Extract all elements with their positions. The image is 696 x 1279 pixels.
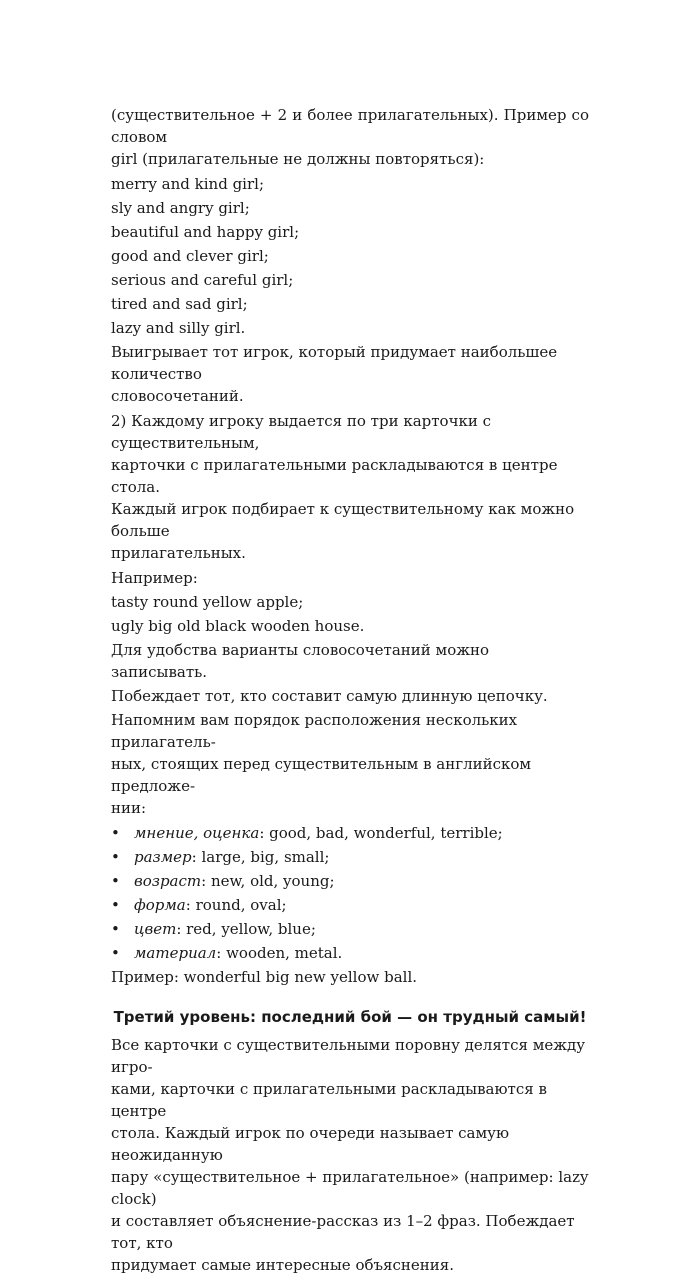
- rule-2-line: карточки с прилагательными раскладываются в центре стола.: [111, 456, 558, 496]
- list-item-examples: : round, oval;: [185, 896, 287, 914]
- note-paragraph: Для удобства варианты словосочетаний можно записывать.: [111, 641, 490, 681]
- intro-line: (существительное + 2 и более прилагательных). Пример со словом: [111, 106, 589, 146]
- example-line: merry and kind girl;: [111, 175, 264, 193]
- list-item-examples: : new, old, young;: [201, 872, 335, 890]
- rule-2-line: Каждый игрок подбирает к существительному как можно больше: [111, 500, 575, 540]
- list-item: [111, 918, 589, 940]
- list-item-term: материал: [134, 944, 217, 962]
- list-item-term: форма: [134, 896, 186, 914]
- example-line: tasty round yellow apple;: [111, 593, 304, 611]
- list-item-term: возраст: [134, 872, 202, 890]
- bullet-icon: •: [111, 824, 120, 842]
- list-item-examples: : good, bad, wonderful, terrible;: [259, 824, 503, 842]
- level-3-line: стола. Каждый игрок по очереди называет самую неожиданную: [111, 1124, 510, 1164]
- list-item: [111, 942, 589, 964]
- rule-2-line: прилагательных.: [111, 544, 246, 562]
- winner-line: Выигрывает тот игрок, который придумает наибольшее количество: [111, 343, 558, 383]
- intro-paragraph: [111, 104, 589, 170]
- bullet-icon: •: [111, 872, 120, 890]
- bullet-icon: •: [111, 920, 120, 938]
- level-3-line: Все карточки с существительными поровну делятся между игро-: [111, 1036, 586, 1076]
- level-3-line: и составляет объяснение-рассказ из 1–2 фраз. Побеждает тот, кто: [111, 1212, 575, 1252]
- example-line: beautiful and happy girl;: [111, 223, 300, 241]
- list-item: [111, 870, 589, 892]
- list-item-term: мнение, оценка: [134, 824, 260, 842]
- adjective-order-list: [111, 822, 589, 964]
- bullet-icon: •: [111, 896, 120, 914]
- list-item-examples: : wooden, metal.: [216, 944, 343, 962]
- level-3-paragraph: [111, 1034, 589, 1276]
- example-label: Например:: [111, 569, 198, 587]
- list-item-examples: : red, yellow, blue;: [176, 920, 316, 938]
- bullet-icon: •: [111, 848, 120, 866]
- level-3-line: пару «существительное + прилагательное» (например: lazy clock): [111, 1168, 589, 1208]
- list-item: [111, 894, 589, 916]
- rule-2-line: 2) Каждому игроку выдается по три карточки с существительным,: [111, 412, 492, 452]
- example-line: serious and careful girl;: [111, 271, 294, 289]
- example-line: sly and angry girl;: [111, 199, 250, 217]
- rule-2-paragraph: [111, 410, 589, 564]
- section-heading: Третий уровень: последний бой — он трудный самый!: [113, 1008, 587, 1026]
- example-line: tired and sad girl;: [111, 295, 248, 313]
- level-3-line: придумает самые интересные объяснения.: [111, 1256, 455, 1274]
- order-intro-line: Напомним вам порядок расположения нескольких прилагатель-: [111, 711, 518, 751]
- intro-line: girl (прилагательные не должны повторяться):: [111, 150, 485, 168]
- list-item: [111, 846, 589, 868]
- order-intro-line: нии:: [111, 799, 147, 817]
- example-line: good and clever girl;: [111, 247, 269, 265]
- list-item-term: цвет: [134, 920, 177, 938]
- page-content: [111, 104, 589, 1279]
- girl-examples-list: [111, 173, 589, 339]
- note-paragraph: Побеждает тот, кто составит самую длинную цепочку.: [111, 687, 548, 705]
- bullet-icon: •: [111, 944, 120, 962]
- example-line: lazy and silly girl.: [111, 319, 246, 337]
- level-3-line: ками, карточки с прилагательными раскладываются в центре: [111, 1080, 547, 1120]
- winner-paragraph: [111, 341, 589, 407]
- list-item: [111, 822, 589, 844]
- example-line: ugly big old black wooden house.: [111, 617, 365, 635]
- order-example: Пример: wonderful big new yellow ball.: [111, 968, 418, 986]
- order-intro-line: ных, стоящих перед существительным в английском предложе-: [111, 755, 532, 795]
- list-item-examples: : large, big, small;: [191, 848, 330, 866]
- list-item-term: размер: [134, 848, 192, 866]
- order-intro-paragraph: [111, 709, 589, 819]
- winner-line: словосочетаний.: [111, 387, 244, 405]
